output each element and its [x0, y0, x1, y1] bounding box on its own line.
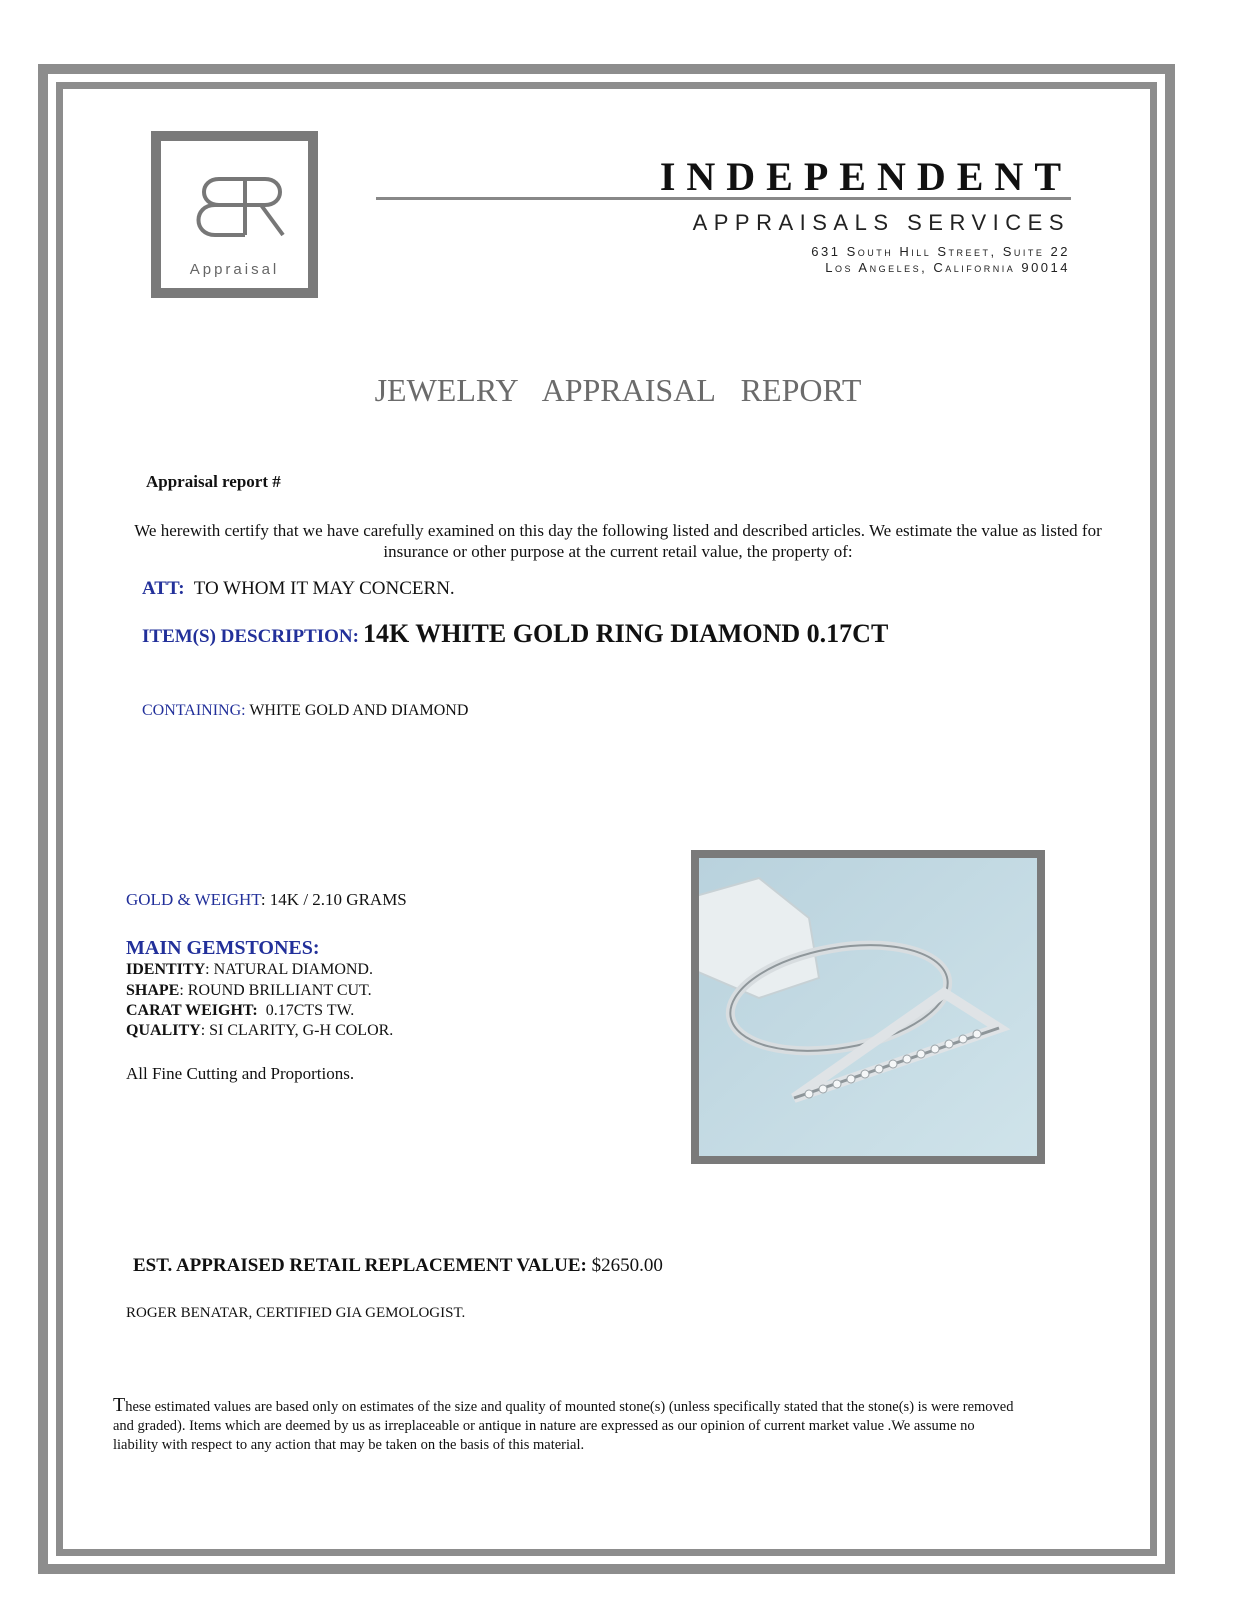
carat-label: CARAT WEIGHT: [126, 1002, 258, 1019]
logo-caption: Appraisal [189, 261, 280, 278]
company-address-line2: Los Angeles, California 90014 [825, 260, 1070, 275]
disclaimer-body: hese estimated values are based only on estimates of the size and quality of mounted stone(s) (unless specifically stated that the stone(s) is were removed and graded). Items which are deemed by us as irreplaceable or antique in nature are expressed as our opinion of current market value .We assume no liability with respect to any action that may be taken on the basis of this material. [113, 1399, 1014, 1453]
inner-border [56, 82, 1157, 1556]
item-description [142, 619, 888, 649]
appraisal-logo [151, 131, 318, 298]
company-name: INDEPENDENT [659, 154, 1072, 199]
disclaimer-initial: T [113, 1394, 126, 1416]
att-value: TO WHOM IT MAY CONCERN. [193, 578, 455, 599]
carat-value: 0.17CTS TW. [265, 1002, 355, 1019]
gold-weight-line [126, 890, 407, 910]
cutting-note: All Fine Cutting and Proportions. [126, 1064, 355, 1083]
quality-value: : SI CLARITY, G-H COLOR. [200, 1022, 394, 1039]
appraised-value-line [133, 1255, 663, 1277]
appraised-value-amount: $2650.00 [591, 1255, 663, 1276]
gold-weight-label: GOLD & WEIGHT [126, 890, 261, 909]
identity-value: : NATURAL DIAMOND. [205, 961, 373, 978]
ring-photo [691, 850, 1045, 1164]
containing-line [142, 702, 468, 720]
identity-line [126, 961, 373, 979]
shape-label: SHAPE [126, 982, 180, 999]
att-line [142, 578, 455, 600]
containing-label: CONTAINING: [142, 702, 246, 719]
gemologist-signature: ROGER BENATAR, CERTIFIED GIA GEMOLOGIST. [126, 1305, 466, 1321]
containing-value: WHITE GOLD AND DIAMOND [249, 702, 469, 719]
att-label: ATT: [142, 578, 185, 599]
item-value: 14K WHITE GOLD RING DIAMOND 0.17CT [362, 619, 889, 648]
main-gemstones-heading: MAIN GEMSTONES: [126, 937, 320, 959]
shape-line [126, 982, 372, 1000]
shape-value: : ROUND BRILLIANT CUT. [179, 982, 372, 999]
quality-label: QUALITY [126, 1022, 201, 1039]
ring-image [699, 858, 1037, 1156]
report-title: JEWELRY APPRAISAL REPORT [374, 372, 862, 408]
company-subtitle: APPRAISALS SERVICES [692, 210, 1070, 235]
gold-weight-value: : 14K / 2.10 GRAMS [260, 890, 407, 909]
company-address-line1: 631 South Hill Street, Suite 22 [811, 244, 1070, 259]
identity-label: IDENTITY [126, 961, 206, 978]
appraised-value-label: EST. APPRAISED RETAIL REPLACEMENT VALUE: [133, 1255, 587, 1276]
item-label: ITEM(S) DESCRIPTION: [142, 626, 359, 647]
carat-line [126, 1002, 354, 1020]
certification-text: We herewith certify that we have carefully examined on this day the following listed and described articles. We estimate the value as listed for insurance or other purpose at the current retail value, the property of: [134, 521, 1102, 561]
quality-line [126, 1022, 393, 1040]
appraisal-report-number: Appraisal report # [146, 472, 281, 491]
disclaimer-text [113, 1396, 1023, 1455]
